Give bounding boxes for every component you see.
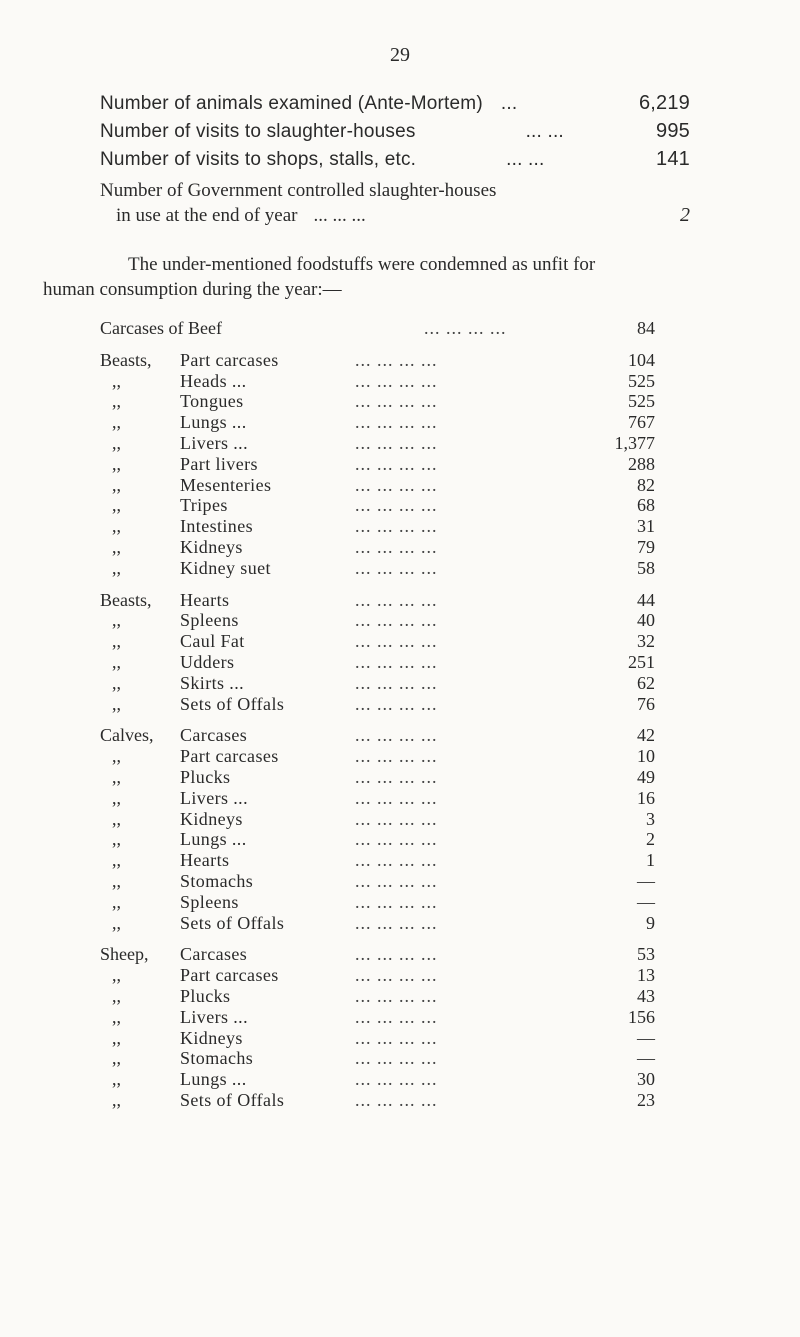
condemned-foodstuffs-list <box>100 318 655 1122</box>
leader-dots: ... ... ... ... <box>355 787 438 808</box>
item-count: 62 <box>637 672 655 693</box>
ditto-mark: ,, <box>112 412 121 433</box>
leader-dots: ... ... ... ... <box>355 557 438 578</box>
leader-dots: ... ... ... ... <box>355 766 438 787</box>
list-item <box>100 1048 655 1069</box>
item-name: Lungs ... <box>180 412 247 433</box>
stat-label: Number of visits to slaughter-houses <box>100 121 416 142</box>
item-name: Part carcases <box>180 349 279 370</box>
ditto-mark: ,, <box>112 912 121 933</box>
stat-value: 141 <box>656 148 690 170</box>
list-item <box>100 537 655 558</box>
leader-dots: ... ... ... ... <box>355 944 438 965</box>
category-label: Calves, <box>100 725 154 746</box>
list-item <box>100 1028 655 1049</box>
leader-dots: ... ... <box>506 149 545 170</box>
item-count: 13 <box>637 965 655 986</box>
category-label: Beasts, <box>100 589 152 610</box>
intro-line-2: human consumption during the year:— <box>43 279 342 300</box>
ditto-mark: ,, <box>112 474 121 495</box>
list-item <box>100 892 655 913</box>
item-name: Kidneys <box>180 808 243 829</box>
ditto-mark: ,, <box>112 453 121 474</box>
item-name: Intestines <box>180 516 253 537</box>
ditto-mark: ,, <box>112 495 121 516</box>
ditto-mark: ,, <box>112 829 121 850</box>
item-name: Sets of Offals <box>180 693 285 714</box>
leader-dots: ... ... ... ... <box>355 746 438 767</box>
list-item <box>100 829 655 850</box>
intro-paragraph <box>43 252 800 302</box>
item-name: Livers ... <box>180 1006 248 1027</box>
item-name: Udders <box>180 651 235 672</box>
category-label: Carcases of Beef <box>100 318 222 338</box>
leader-dots: ... ... ... ... <box>355 536 438 557</box>
list-item <box>100 433 655 454</box>
item-count: 32 <box>637 631 655 652</box>
item-name: Part carcases <box>180 746 279 767</box>
item-count: 1 <box>646 850 655 871</box>
ditto-mark: ,, <box>112 870 121 891</box>
item-name: Stomachs <box>180 1048 254 1069</box>
list-item <box>100 809 655 830</box>
item-count: 525 <box>628 370 655 391</box>
item-group <box>100 590 655 715</box>
item-count: 525 <box>628 391 655 412</box>
stat-label: Number of visits to shops, stalls, etc. <box>100 149 417 170</box>
leader-dots: ... ... ... ... <box>355 965 438 986</box>
item-count: 44 <box>637 589 655 610</box>
list-item <box>100 495 655 516</box>
list-item <box>100 391 655 412</box>
ditto-mark: ,, <box>112 891 121 912</box>
item-count: 23 <box>637 1089 655 1110</box>
item-name: Caul Fat <box>180 631 245 652</box>
ditto-mark: ,, <box>112 536 121 557</box>
item-name: Skirts ... <box>180 672 245 693</box>
leader-dots: ... ... ... ... <box>355 870 438 891</box>
list-item <box>100 788 655 809</box>
item-count: 2 <box>646 829 655 850</box>
item-name: Sets of Offals <box>180 912 285 933</box>
ditto-mark: ,, <box>112 432 121 453</box>
item-name: Lungs ... <box>180 829 247 850</box>
intro-line-1: The under-mentioned foodstuffs were condemned as unfit for <box>128 254 596 275</box>
item-count: 79 <box>637 536 655 557</box>
item-name: Spleens <box>180 891 239 912</box>
item-count: 43 <box>637 985 655 1006</box>
ditto-mark: ,, <box>112 787 121 808</box>
ditto-mark: ,, <box>112 985 121 1006</box>
list-item <box>100 631 655 652</box>
list-item <box>100 652 655 673</box>
item-name: Mesenteries <box>180 474 272 495</box>
item-count: 104 <box>628 349 655 370</box>
leader-dots: ... ... ... ... <box>355 610 438 631</box>
leader-dots: ... ... ... ... <box>355 985 438 1006</box>
leader-dots: ... ... ... ... <box>355 1089 438 1110</box>
ditto-mark: ,, <box>112 370 121 391</box>
leader-dots: ... ... ... ... <box>355 349 438 370</box>
leader-dots: ... ... ... ... <box>355 891 438 912</box>
list-item <box>100 913 655 934</box>
list-item <box>100 350 655 371</box>
list-item <box>100 725 655 746</box>
item-count: 156 <box>628 1006 655 1027</box>
list-item <box>100 412 655 433</box>
list-item <box>100 516 655 537</box>
stat-value: 6,219 <box>638 92 690 114</box>
list-item <box>100 694 655 715</box>
item-count: — <box>637 891 655 912</box>
item-name: Livers ... <box>180 432 248 453</box>
item-name: Kidneys <box>180 1027 243 1048</box>
item-count: 30 <box>637 1069 655 1090</box>
item-name: Hearts <box>180 589 230 610</box>
leader-dots: ... ... <box>525 121 564 142</box>
ditto-mark: ,, <box>112 1048 121 1069</box>
page-number: 29 <box>390 44 410 66</box>
item-name: Carcases <box>180 944 248 965</box>
leader-dots: ... ... ... ... <box>355 1069 438 1090</box>
list-item <box>100 986 655 1007</box>
item-name: Plucks <box>180 766 231 787</box>
list-item <box>100 746 655 767</box>
leader-dots: ... ... ... ... <box>355 651 438 672</box>
item-count: 10 <box>637 746 655 767</box>
stat-label-line1: Number of Government controlled slaughter-houses <box>100 180 497 201</box>
leader-dots: ... ... ... ... <box>355 808 438 829</box>
leader-dots: ... <box>500 93 518 114</box>
leader-dots: ... ... ... ... <box>355 631 438 652</box>
item-count: 40 <box>637 610 655 631</box>
leader-dots: ... ... ... ... <box>355 516 438 537</box>
item-name: Sets of Offals <box>180 1089 285 1110</box>
item-group <box>100 350 655 579</box>
ditto-mark: ,, <box>112 391 121 412</box>
leader-dots: ... ... ... ... <box>355 495 438 516</box>
stat-row <box>100 92 690 120</box>
leader-dots: ... ... ... ... <box>355 850 438 871</box>
item-count: 9 <box>646 912 655 933</box>
ditto-mark: ,, <box>112 1027 121 1048</box>
leader-dots: ... ... ... ... <box>355 1006 438 1027</box>
leader-dots: ... ... ... ... <box>355 1048 438 1069</box>
ditto-mark: ,, <box>112 965 121 986</box>
leader-dots: ... ... ... ... <box>355 391 438 412</box>
ditto-mark: ,, <box>112 557 121 578</box>
item-name: Part livers <box>180 453 258 474</box>
item-name: Hearts <box>180 850 230 871</box>
list-item <box>100 871 655 892</box>
ditto-mark: ,, <box>112 746 121 767</box>
stat-row <box>100 120 690 148</box>
list-item <box>100 590 655 611</box>
item-count: 16 <box>637 787 655 808</box>
item-count: 68 <box>637 495 655 516</box>
leader-dots: ... ... ... ... <box>355 453 438 474</box>
item-name: Spleens <box>180 610 239 631</box>
ditto-mark: ,, <box>112 766 121 787</box>
leader-dots: ... ... ... ... <box>355 1027 438 1048</box>
item-count: — <box>637 870 655 891</box>
leader-dots: ... ... ... ... <box>355 693 438 714</box>
list-item <box>100 1069 655 1090</box>
item-count: 31 <box>637 516 655 537</box>
item-name: Livers ... <box>180 787 248 808</box>
item-count: 3 <box>646 808 655 829</box>
item-group <box>100 725 655 933</box>
item-count: 49 <box>637 766 655 787</box>
stat-value: 995 <box>656 120 690 142</box>
leader-dots: ... ... ... ... <box>355 725 438 746</box>
ditto-mark: ,, <box>112 693 121 714</box>
ditto-mark: ,, <box>112 850 121 871</box>
leader-dots: ... ... ... ... <box>423 318 507 338</box>
list-item <box>100 1090 655 1111</box>
leader-dots: ... ... ... ... <box>355 474 438 495</box>
item-count: 58 <box>637 557 655 578</box>
list-item <box>100 475 655 496</box>
item-name: Plucks <box>180 985 231 1006</box>
item-count: 53 <box>637 944 655 965</box>
ditto-mark: ,, <box>112 631 121 652</box>
list-item <box>100 850 655 871</box>
ditto-mark: ,, <box>112 651 121 672</box>
item-count: 288 <box>628 453 655 474</box>
ditto-mark: ,, <box>112 1089 121 1110</box>
item-count: 1,377 <box>614 432 655 453</box>
stat-row-multiline <box>100 180 690 232</box>
item-name: Heads ... <box>180 370 247 391</box>
item-name: Tripes <box>180 495 228 516</box>
ditto-mark: ,, <box>112 516 121 537</box>
ditto-mark: ,, <box>112 808 121 829</box>
list-item <box>100 965 655 986</box>
leader-dots: ... ... ... <box>313 205 366 226</box>
list-item <box>100 558 655 579</box>
item-group <box>100 318 655 339</box>
stat-value: 2 <box>680 204 690 226</box>
item-name: Stomachs <box>180 870 254 891</box>
item-name: Carcases <box>180 725 248 746</box>
stat-label-line2: in use at the end of year <box>116 205 298 226</box>
leader-dots: ... ... ... ... <box>355 370 438 391</box>
leader-dots: ... ... ... ... <box>355 672 438 693</box>
item-count: 767 <box>628 412 655 433</box>
list-item <box>100 944 655 965</box>
item-count: 76 <box>637 693 655 714</box>
item-count: 84 <box>637 318 655 338</box>
leader-dots: ... ... ... ... <box>355 829 438 850</box>
list-item <box>100 767 655 788</box>
stat-row <box>100 148 690 176</box>
category-label: Sheep, <box>100 944 149 965</box>
item-name: Lungs ... <box>180 1069 247 1090</box>
item-count: 42 <box>637 725 655 746</box>
item-group <box>100 944 655 1110</box>
leader-dots: ... ... ... ... <box>355 589 438 610</box>
leader-dots: ... ... ... ... <box>355 912 438 933</box>
ditto-mark: ,, <box>112 1069 121 1090</box>
item-name: Kidney suet <box>180 557 271 578</box>
list-item <box>100 318 655 339</box>
list-item <box>100 371 655 392</box>
list-item <box>100 673 655 694</box>
item-name: Kidneys <box>180 536 243 557</box>
list-item <box>100 1007 655 1028</box>
item-name: Part carcases <box>180 965 279 986</box>
ditto-mark: ,, <box>112 672 121 693</box>
inspection-stats <box>100 92 690 232</box>
leader-dots: ... ... ... ... <box>355 412 438 433</box>
item-count: — <box>637 1027 655 1048</box>
ditto-mark: ,, <box>112 1006 121 1027</box>
item-name: Tongues <box>180 391 244 412</box>
ditto-mark: ,, <box>112 610 121 631</box>
list-item <box>100 610 655 631</box>
item-count: 82 <box>637 474 655 495</box>
stat-label: Number of animals examined (Ante-Mortem) <box>100 93 483 114</box>
item-count: — <box>637 1048 655 1069</box>
leader-dots: ... ... ... ... <box>355 432 438 453</box>
item-count: 251 <box>628 651 655 672</box>
category-label: Beasts, <box>100 349 152 370</box>
list-item <box>100 454 655 475</box>
